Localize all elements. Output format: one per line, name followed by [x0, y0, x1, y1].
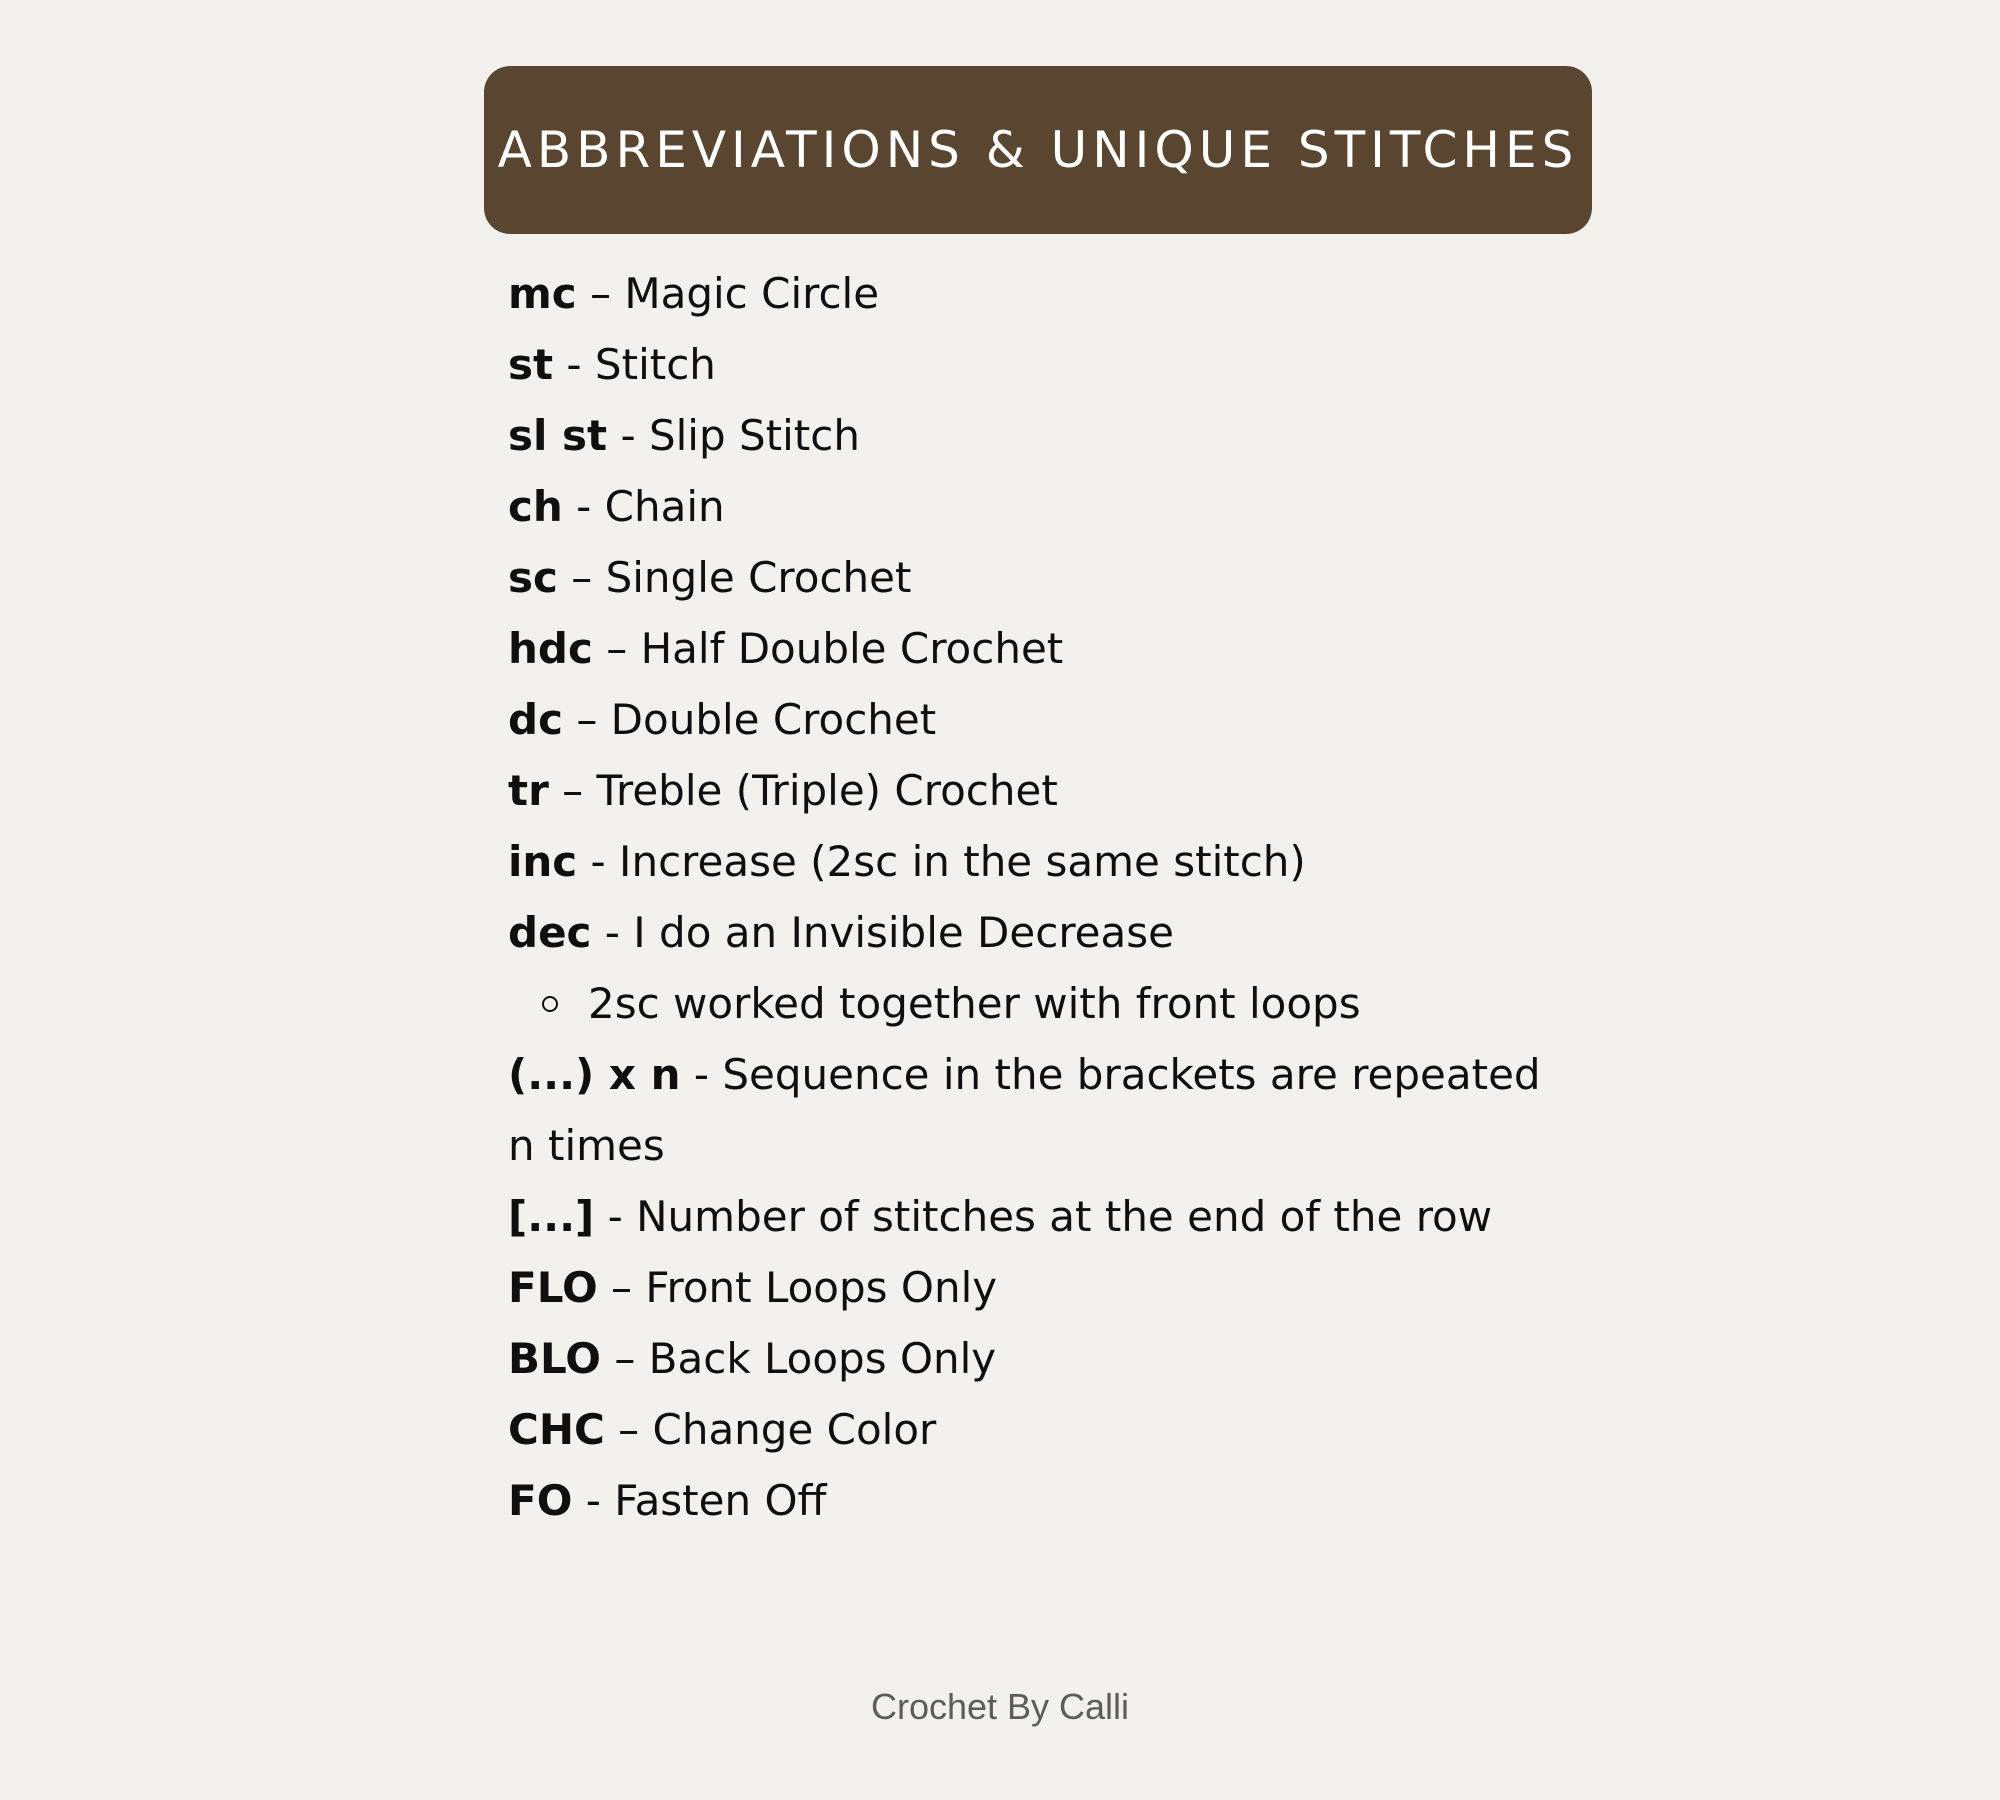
- abbreviation: sl st: [508, 411, 608, 460]
- list-item: [508, 1039, 1628, 1110]
- abbreviation: [...]: [508, 1192, 595, 1241]
- definition: - Fasten Off: [572, 1476, 827, 1525]
- abbreviation: BLO: [508, 1334, 601, 1383]
- sub-list-item: [508, 968, 1628, 1039]
- page-title: ABBREVIATIONS & UNIQUE STITCHES: [497, 121, 1579, 179]
- definition: – Double Crochet: [562, 695, 937, 744]
- abbreviation: CHC: [508, 1405, 605, 1454]
- definition: – Magic Circle: [576, 269, 880, 318]
- abbreviation: (...) x n: [508, 1050, 681, 1099]
- list-item: [508, 400, 1628, 471]
- list-item: [508, 542, 1628, 613]
- definition: – Back Loops Only: [600, 1334, 997, 1383]
- definition: - Chain: [562, 482, 725, 531]
- list-item: [508, 1394, 1628, 1465]
- abbreviation: sc: [508, 553, 558, 602]
- list-item-continuation: n times: [508, 1121, 665, 1170]
- abbreviation: tr: [508, 766, 549, 815]
- abbreviation: st: [508, 340, 554, 389]
- abbreviation-list: [508, 258, 1628, 1536]
- abbreviation: dc: [508, 695, 563, 744]
- definition: – Single Crochet: [557, 553, 912, 602]
- footer-credit: Crochet By Calli: [870, 1686, 1130, 1727]
- list-item: [508, 613, 1628, 684]
- definition: – Treble (Triple) Crochet: [548, 766, 1058, 815]
- list-item: [508, 1323, 1628, 1394]
- definition: – Front Loops Only: [597, 1263, 998, 1312]
- list-item: [508, 329, 1628, 400]
- list-item: [508, 897, 1628, 968]
- list-item: [508, 755, 1628, 826]
- definition: - Number of stitches at the end of the row: [594, 1192, 1493, 1241]
- definition: - Increase (2sc in the same stitch): [577, 837, 1306, 886]
- definition: - Slip Stitch: [607, 411, 860, 460]
- abbreviation: FLO: [508, 1263, 598, 1312]
- definition: - I do an Invisible Decrease: [591, 908, 1174, 957]
- sub-item-text: 2sc worked together with front loops: [588, 979, 1361, 1028]
- list-item: [508, 471, 1628, 542]
- header-banner: [484, 66, 1592, 234]
- list-item: [508, 1181, 1628, 1252]
- list-item: [508, 1252, 1628, 1323]
- abbreviation: inc: [508, 837, 578, 886]
- list-item: [508, 258, 1628, 329]
- abbreviation: FO: [508, 1476, 573, 1525]
- abbreviation: ch: [508, 482, 563, 531]
- list-item: [508, 1465, 1628, 1536]
- abbreviation: dec: [508, 908, 592, 957]
- definition: – Change Color: [604, 1405, 937, 1454]
- abbreviation: mc: [508, 269, 577, 318]
- list-item: [508, 826, 1628, 897]
- definition: - Stitch: [553, 340, 716, 389]
- abbreviation: hdc: [508, 624, 593, 673]
- list-item: [508, 684, 1628, 755]
- definition: – Half Double Crochet: [592, 624, 1064, 673]
- hollow-bullet-icon: [542, 996, 558, 1012]
- definition: - Sequence in the brackets are repeated: [680, 1050, 1541, 1099]
